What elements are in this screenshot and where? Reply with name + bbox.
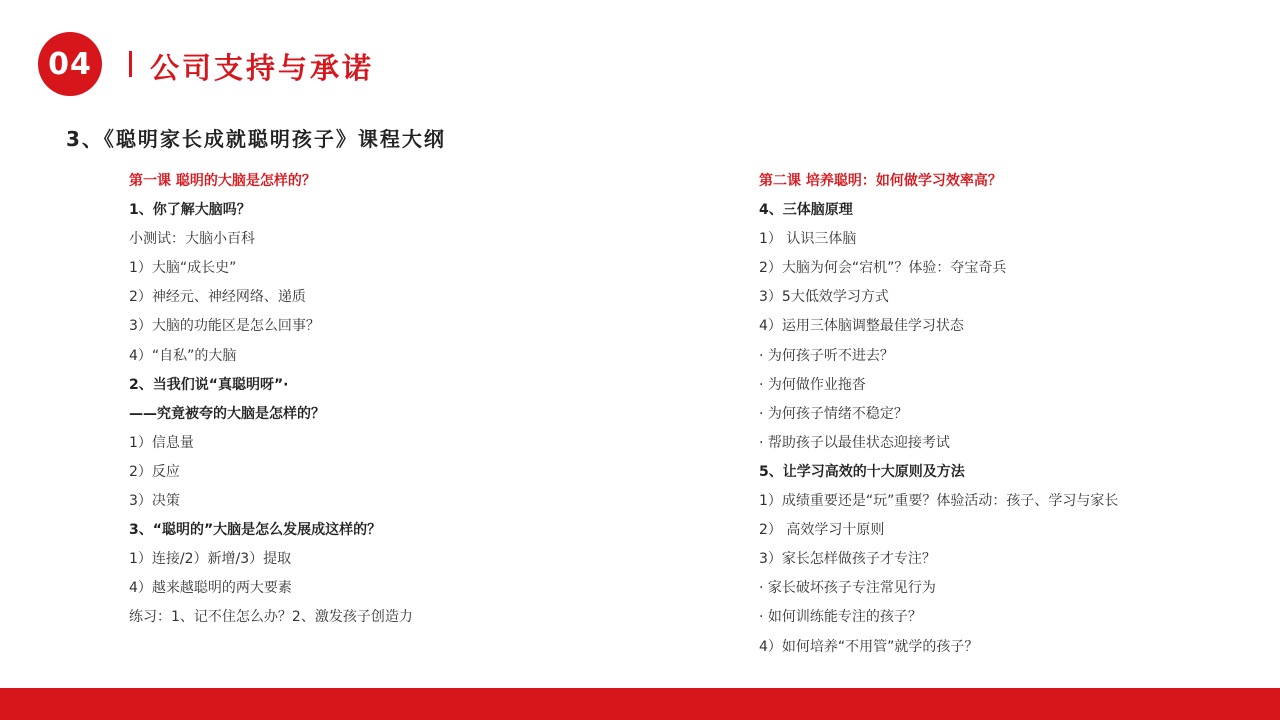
outline-item: ——究竟被夸的大脑是怎样的？ xyxy=(129,405,325,422)
footer-bar xyxy=(0,688,1280,720)
outline-item: 2）神经元、神经网络、递质 xyxy=(129,289,306,306)
section-number: 04 xyxy=(48,46,92,82)
outline-item: 1）连接/2）新增/3）提取 xyxy=(129,551,292,568)
outline-item: 3）大脑的功能区是怎么回事？ xyxy=(129,318,320,335)
outline-item: 第二课 培养聪明：如何做学习效率高？ xyxy=(759,173,1002,189)
outline-item: · 家长破坏孩子专注常见行为 xyxy=(759,580,936,597)
outline-item: 1）信息量 xyxy=(129,434,194,451)
outline-item: 4）如何培养“不用管”就学的孩子？ xyxy=(759,638,979,655)
outline-item: 练习：1、记不住怎么办？2、激发孩子创造力 xyxy=(129,609,413,626)
outline-item: · 为何孩子情绪不稳定？ xyxy=(759,405,908,422)
outline-item: · 帮助孩子以最佳状态迎接考试 xyxy=(759,434,950,451)
outline-item: 3、“聪明的”大脑是怎么发展成这样的？ xyxy=(129,522,382,539)
outline-item: 5、让学习高效的十大原则及方法 xyxy=(759,463,965,480)
outline-item: 4）“自私”的大脑 xyxy=(129,347,237,364)
outline-item: 4）运用三体脑调整最佳学习状态 xyxy=(759,318,964,335)
outline-item: 2） 高效学习十原则 xyxy=(759,522,885,539)
outline-item: 3）决策 xyxy=(129,493,180,510)
section-number-badge xyxy=(38,32,102,96)
section-title: 3、《聪明家长成就聪明孩子》课程大纲 xyxy=(66,127,446,151)
course-outline-left xyxy=(129,170,689,636)
outline-item: 2）大脑为何会“宕机”？体验：夺宝奇兵 xyxy=(759,260,1007,277)
outline-item: 4）越来越聪明的两大要素 xyxy=(129,580,292,597)
outline-item: 1）大脑“成长史” xyxy=(129,260,237,277)
course-outline-right xyxy=(759,170,1259,665)
outline-item: 2）反应 xyxy=(129,463,180,480)
outline-item: 1） 认识三体脑 xyxy=(759,231,857,248)
outline-item: 第一课 聪明的大脑是怎样的？ xyxy=(129,173,316,189)
outline-item: · 如何训练能专注的孩子？ xyxy=(759,609,922,626)
outline-item: 1）成绩重要还是“玩”重要？体验活动：孩子、学习与家长 xyxy=(759,493,1119,510)
header-divider xyxy=(129,51,132,77)
outline-item: 2、当我们说“真聪明呀”· xyxy=(129,376,289,393)
outline-item: 小测试：大脑小百科 xyxy=(129,231,255,248)
outline-item: 3）5大低效学习方式 xyxy=(759,289,889,306)
outline-item: 1、你了解大脑吗？ xyxy=(129,202,251,219)
outline-item: · 为何孩子听不进去？ xyxy=(759,347,894,364)
outline-item: · 为何做作业拖沓 xyxy=(759,376,866,393)
outline-item: 4、三体脑原理 xyxy=(759,202,853,219)
outline-item: 3）家长怎样做孩子才专注？ xyxy=(759,551,936,568)
page-title: 公司支持与承诺 xyxy=(150,51,375,85)
